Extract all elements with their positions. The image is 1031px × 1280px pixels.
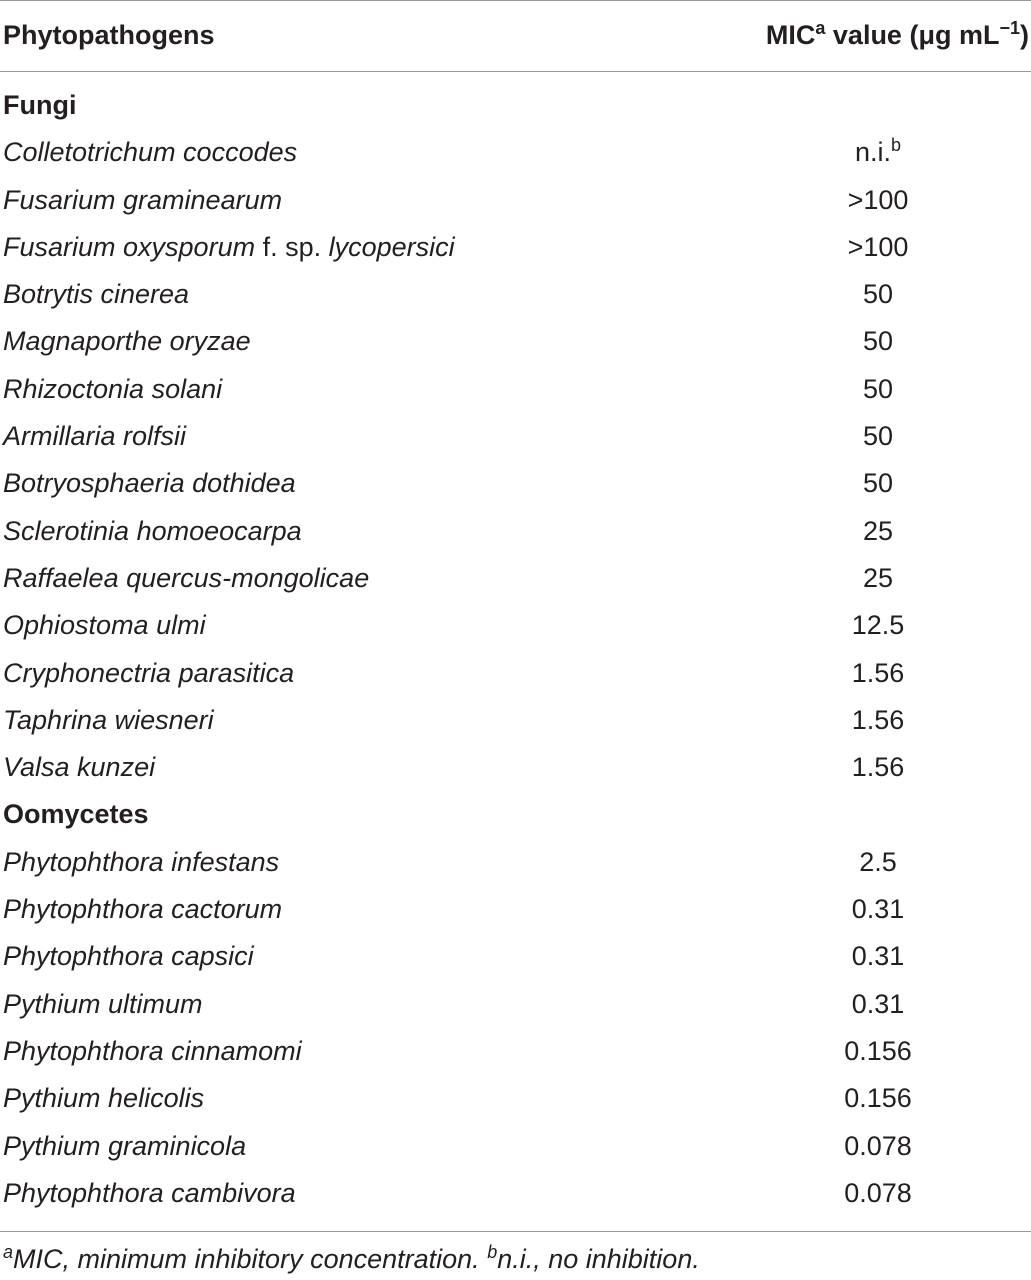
header-mic-value bbox=[766, 20, 1029, 51]
table-row bbox=[0, 1028, 1031, 1075]
mic-value-text: 12.5 bbox=[851, 610, 905, 641]
table-row bbox=[0, 839, 1031, 886]
mic-value-text: 1.56 bbox=[851, 752, 905, 783]
pathogen-name bbox=[3, 185, 282, 216]
mic-value bbox=[848, 232, 909, 263]
pathogen-name-part: lycopersici bbox=[328, 231, 455, 262]
pathogen-name-text: Colletotrichum coccodes bbox=[3, 137, 298, 168]
pathogen-name-part: Fusarium oxysporum bbox=[3, 231, 256, 262]
table-row bbox=[0, 602, 1031, 649]
mic-value bbox=[852, 610, 905, 641]
table-body bbox=[0, 82, 1031, 1217]
header-mic-unit: value (μg mL bbox=[825, 20, 1000, 50]
mic-value-text: 50 bbox=[862, 373, 894, 404]
table-row bbox=[0, 650, 1031, 697]
pathogen-name bbox=[3, 421, 186, 452]
table-row bbox=[0, 413, 1031, 460]
pathogen-name-text: Sclerotinia homoeocarpa bbox=[3, 515, 302, 546]
mic-value-text: 0.156 bbox=[844, 1035, 912, 1066]
mic-value bbox=[844, 1131, 912, 1162]
header-mic-exponent: −1 bbox=[999, 18, 1020, 38]
table-row bbox=[0, 460, 1031, 507]
pathogen-name-text: Cryphonectria parasitica bbox=[3, 657, 295, 688]
table-row bbox=[0, 555, 1031, 602]
mic-value-text: 1.56 bbox=[851, 704, 905, 735]
table-row bbox=[0, 366, 1031, 413]
mic-value bbox=[844, 1036, 912, 1067]
pathogen-name bbox=[3, 894, 282, 925]
pathogen-name bbox=[3, 1083, 204, 1114]
mic-value-text: 0.156 bbox=[844, 1083, 912, 1114]
mic-value bbox=[852, 989, 905, 1020]
pathogen-name-text: Armillaria rolfsii bbox=[3, 421, 187, 452]
mic-value bbox=[852, 894, 905, 925]
mic-value-footnote-mark: b bbox=[891, 135, 902, 156]
mic-value bbox=[848, 185, 909, 216]
mic-value-text: 50 bbox=[862, 279, 894, 310]
mic-value-text: 0.31 bbox=[851, 988, 905, 1019]
pathogen-name bbox=[3, 326, 251, 357]
table-row bbox=[0, 129, 1031, 176]
mic-value bbox=[859, 847, 897, 878]
header-mic-close: ) bbox=[1020, 20, 1029, 50]
footnote-a-text: MIC, minimum inhibitory concentration. bbox=[13, 1244, 488, 1274]
section-header-row bbox=[0, 791, 1031, 838]
table-row bbox=[0, 318, 1031, 365]
pathogen-name bbox=[3, 989, 203, 1020]
pathogen-name-text: Phytophthora cambivora bbox=[3, 1177, 296, 1208]
pathogen-name-text: Pythium ultimum bbox=[3, 988, 203, 1019]
pathogen-name bbox=[3, 847, 279, 878]
pathogen-name-text: Phytophthora cactorum bbox=[3, 894, 283, 925]
pathogen-name-text: Phytophthora capsici bbox=[3, 941, 254, 972]
mic-value bbox=[844, 1083, 912, 1114]
mic-value bbox=[852, 941, 905, 972]
mic-value bbox=[852, 658, 905, 689]
pathogen-name bbox=[3, 1178, 296, 1209]
footnote-a-mark: a bbox=[3, 1242, 14, 1262]
pathogen-name-text: Ophiostoma ulmi bbox=[3, 610, 206, 641]
mic-value-text: 1.56 bbox=[851, 657, 905, 688]
header-mic-footnote-mark: a bbox=[815, 18, 826, 38]
section-title: Oomycetes bbox=[3, 799, 149, 830]
table-row bbox=[0, 981, 1031, 1028]
mic-value-text: >100 bbox=[847, 184, 909, 215]
pathogen-name-text: Raffaelea quercus-mongolicae bbox=[3, 562, 370, 593]
pathogen-name bbox=[3, 468, 296, 499]
mic-value bbox=[863, 563, 893, 594]
pathogen-name-text: Valsa kunzei bbox=[3, 752, 156, 783]
mic-value bbox=[855, 137, 901, 168]
header-mic-label: MIC bbox=[765, 20, 816, 50]
mic-value-text: 25 bbox=[862, 562, 894, 593]
mic-value-text: >100 bbox=[847, 231, 909, 262]
mic-value-text: 0.078 bbox=[844, 1130, 912, 1161]
pathogen-name bbox=[3, 232, 455, 263]
section-title: Fungi bbox=[3, 90, 77, 120]
pathogen-name bbox=[3, 279, 189, 310]
table-row bbox=[0, 508, 1031, 555]
mic-value bbox=[863, 374, 893, 405]
pathogen-name-part: f. sp. bbox=[255, 231, 329, 262]
table-header-row bbox=[0, 0, 1031, 71]
table-row bbox=[0, 1075, 1031, 1122]
mic-value bbox=[852, 752, 905, 783]
pathogen-name-text: Taphrina wiesneri bbox=[3, 704, 214, 735]
table-row bbox=[0, 177, 1031, 224]
pathogen-name bbox=[3, 1131, 246, 1162]
table-row bbox=[0, 933, 1031, 980]
section-header-row bbox=[0, 82, 1031, 129]
pathogen-name-text: Pythium helicolis bbox=[3, 1083, 205, 1114]
table-row bbox=[0, 744, 1031, 791]
mic-value-text: 25 bbox=[862, 515, 894, 546]
pathogen-name bbox=[3, 752, 155, 783]
mic-value-text: 0.078 bbox=[844, 1177, 912, 1208]
table-row bbox=[0, 1170, 1031, 1217]
pathogen-name-text: Rhizoctonia solani bbox=[3, 373, 223, 404]
table-footnote bbox=[3, 1244, 700, 1275]
mic-value-text: 50 bbox=[862, 421, 894, 452]
mic-value bbox=[844, 1178, 912, 1209]
pathogen-name bbox=[3, 374, 222, 405]
pathogen-name bbox=[3, 516, 302, 547]
pathogen-name bbox=[3, 563, 369, 594]
mic-value bbox=[863, 468, 893, 499]
mic-value bbox=[863, 326, 893, 357]
pathogen-name bbox=[3, 705, 214, 736]
mic-value-text: 0.31 bbox=[851, 941, 905, 972]
pathogen-name-text: Magnaporthe oryzae bbox=[3, 326, 251, 357]
mic-value-text: 0.31 bbox=[851, 894, 905, 925]
pathogen-name-text: Pythium graminicola bbox=[3, 1130, 247, 1161]
footnote-b-text: n.i., no inhibition. bbox=[497, 1244, 700, 1274]
table-bottom-rule bbox=[0, 1231, 1031, 1232]
mic-value bbox=[863, 516, 893, 547]
pathogen-name bbox=[3, 1036, 302, 1067]
mic-value-text: 50 bbox=[862, 468, 894, 499]
pathogen-name-text: Fusarium graminearum bbox=[3, 184, 283, 215]
mic-value bbox=[852, 705, 905, 736]
table-header-rule bbox=[0, 71, 1031, 72]
footnote-b-mark: b bbox=[487, 1242, 498, 1262]
pathogen-name-text: Botrytis cinerea bbox=[3, 279, 190, 310]
pathogen-name-text: Phytophthora cinnamomi bbox=[3, 1035, 302, 1066]
pathogen-name bbox=[3, 137, 297, 168]
table-row bbox=[0, 697, 1031, 744]
pathogen-name bbox=[3, 658, 294, 689]
table-row bbox=[0, 886, 1031, 933]
pathogen-name bbox=[3, 941, 254, 972]
mic-value bbox=[863, 421, 893, 452]
table-row bbox=[0, 1123, 1031, 1170]
mic-value bbox=[863, 279, 893, 310]
mic-value-text: 2.5 bbox=[859, 846, 897, 877]
pathogen-name-text: Phytophthora infestans bbox=[3, 846, 280, 877]
table-row bbox=[0, 224, 1031, 271]
table-row bbox=[0, 271, 1031, 318]
header-phytopathogens: Phytopathogens bbox=[3, 20, 215, 50]
pathogen-name bbox=[3, 610, 206, 641]
pathogen-name-text: Botryosphaeria dothidea bbox=[3, 468, 296, 499]
mic-value-text: n.i. bbox=[854, 137, 892, 168]
mic-value-text: 50 bbox=[862, 326, 894, 357]
